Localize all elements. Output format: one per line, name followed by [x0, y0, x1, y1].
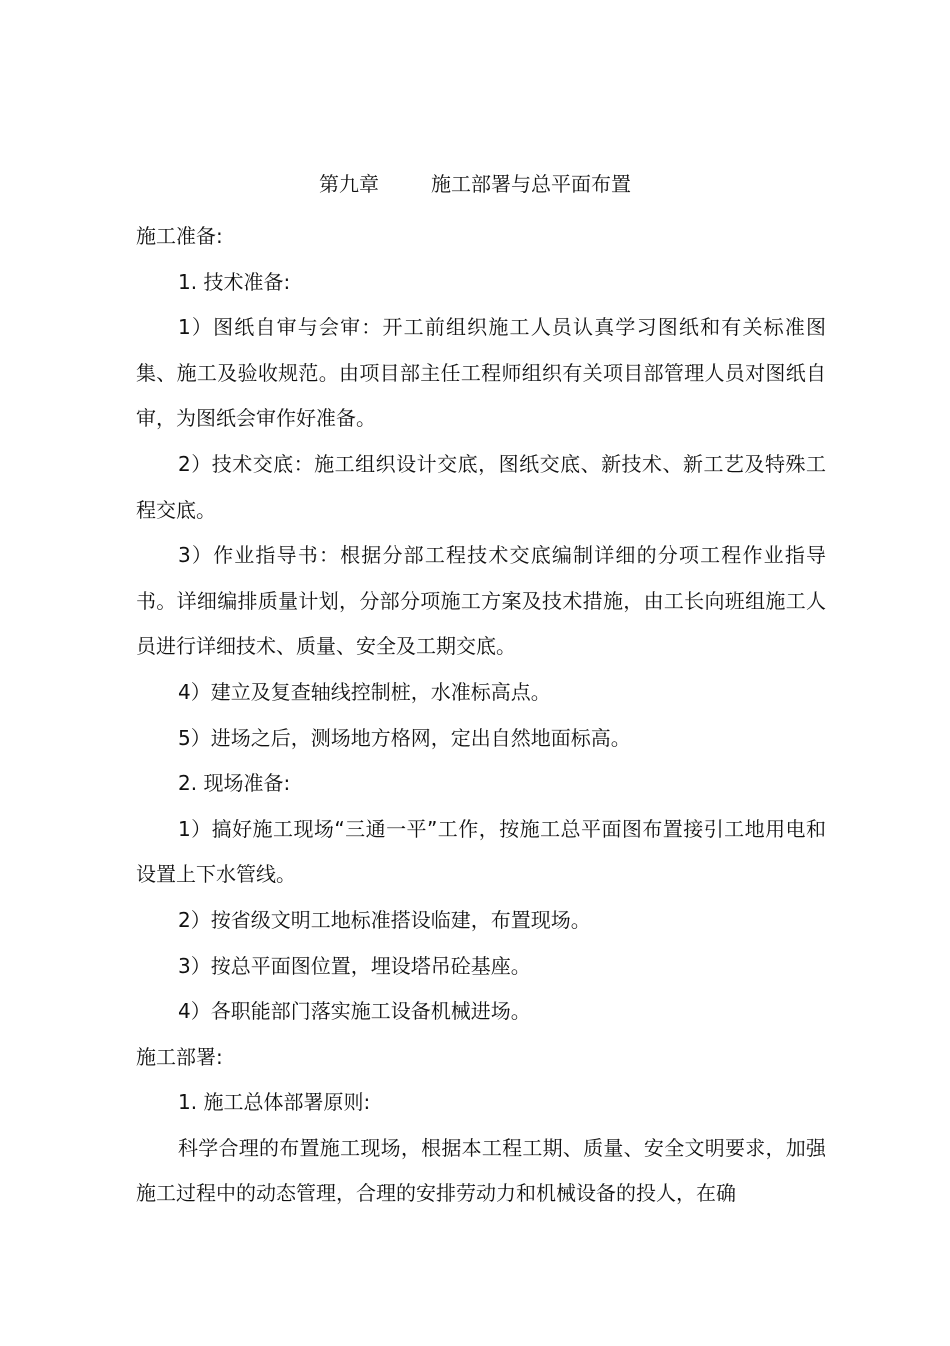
chapter-title	[0, 170, 950, 198]
paragraph-technical-disclosure: 2）技术交底：施工组织设计交底，图纸交底、新技术、新工艺及特殊工程交底。	[136, 451, 826, 522]
paragraph-axis-control: 4）建立及复查轴线控制桩，水准标高点。	[178, 679, 551, 704]
document-body	[136, 214, 826, 1217]
subsection-technical-preparation: 1. 技术准备:	[178, 269, 291, 294]
paragraph-site-grid: 5）进场之后，测场地方格网，定出自然地面标高。	[178, 725, 631, 750]
chapter-heading: 施工部署与总平面布置	[431, 172, 631, 196]
chapter-number: 第九章	[319, 172, 379, 196]
section-heading-preparation: 施工准备:	[136, 224, 223, 248]
subsection-deployment-principles: 1. 施工总体部署原则:	[178, 1090, 371, 1115]
paragraph-deployment-principles: 科学合理的布置施工现场，根据本工程工期、质量、安全文明要求，加强施工过程中的动态管理，合理的安排劳动力和机械设备的投人，在确	[136, 1135, 826, 1206]
paragraph-work-instructions: 3）作业指导书：根据分部工程技术交底编制详细的分项工程作业指导书。详细编排质量计划，分部分项施工方案及技术措施，由工长向班组施工人员进行详细技术、质量、安全及工期交底。	[136, 543, 826, 659]
paragraph-equipment-entry: 4）各职能部门落实施工设备机械进场。	[178, 999, 531, 1024]
paragraph-crane-foundation: 3）按总平面图位置，埋设塔吊砼基座。	[178, 953, 531, 978]
section-heading-deployment: 施工部署:	[136, 1044, 223, 1069]
subsection-site-preparation: 2. 现场准备:	[178, 771, 291, 796]
paragraph-temporary-facilities: 2）按省级文明工地标准搭设临建，布置现场。	[178, 907, 591, 932]
paragraph-three-supplies: 1）搞好施工现场“三通一平”工作，按施工总平面图布置接引工地用电和设置上下水管线。	[136, 816, 826, 887]
paragraph-drawing-review: 1）图纸自审与会审：开工前组织施工人员认真学习图纸和有关标准图集、施工及验收规范。由项目部主任工程师组织有关项目部管理人员对图纸自审，为图纸会审作好准备。	[136, 315, 826, 431]
